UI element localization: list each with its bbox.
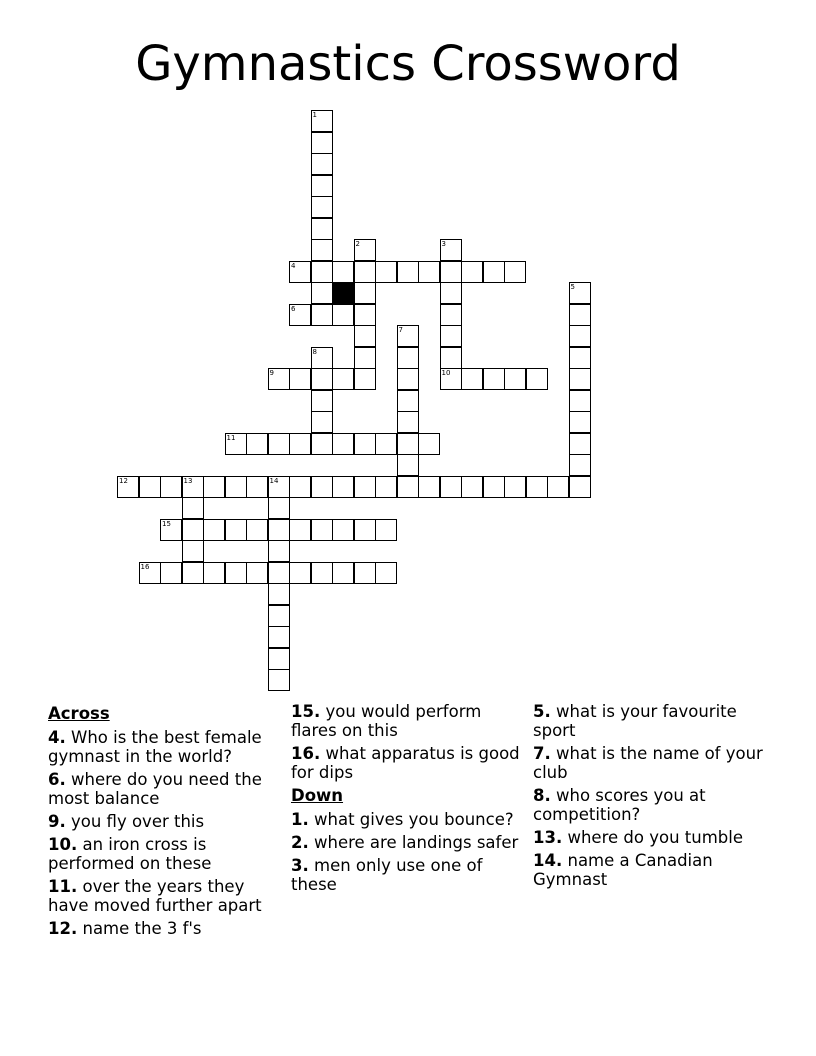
crossword-cell[interactable] bbox=[311, 433, 333, 455]
clue-across-10: 10. an iron cross is performed on these bbox=[48, 835, 212, 873]
crossword-cell[interactable] bbox=[547, 476, 569, 498]
cell-number: 15 bbox=[162, 519, 171, 528]
crossword-cell[interactable] bbox=[440, 304, 462, 326]
crossword-cell[interactable] bbox=[160, 562, 182, 584]
crossword-cell[interactable] bbox=[569, 368, 591, 390]
crossword-cell[interactable] bbox=[203, 562, 225, 584]
cell-number: 4 bbox=[291, 261, 296, 270]
crossword-cell[interactable] bbox=[483, 476, 505, 498]
crossword-cell[interactable] bbox=[354, 325, 376, 347]
crossword-cell[interactable] bbox=[311, 476, 333, 498]
crossword-cell[interactable] bbox=[268, 669, 290, 691]
crossword-cell[interactable] bbox=[332, 476, 354, 498]
crossword-cell[interactable] bbox=[311, 304, 333, 326]
cell-number: 8 bbox=[312, 347, 317, 356]
crossword-cell[interactable] bbox=[397, 454, 419, 476]
crossword-cell[interactable] bbox=[311, 153, 333, 175]
cell-number: 11 bbox=[226, 433, 236, 442]
crossword-cell[interactable] bbox=[289, 433, 311, 455]
crossword-cell[interactable] bbox=[246, 562, 268, 584]
crossword-cell[interactable] bbox=[418, 261, 440, 283]
cell-number: 16 bbox=[140, 562, 150, 571]
cell-number: 5 bbox=[570, 283, 575, 291]
crossword-cell[interactable] bbox=[569, 454, 591, 476]
down-heading: Down bbox=[291, 786, 344, 805]
crossword-cell[interactable] bbox=[203, 519, 225, 541]
crossword-cell[interactable] bbox=[504, 261, 526, 283]
crossword-cell[interactable] bbox=[397, 347, 419, 369]
clue-across-16: 16. what apparatus is good for dips bbox=[291, 744, 520, 782]
clues-column-3 bbox=[533, 702, 768, 893]
crossword-cell[interactable] bbox=[225, 562, 247, 584]
across-heading: Across bbox=[48, 704, 110, 723]
crossword-cell[interactable] bbox=[311, 261, 333, 283]
crossword-cell[interactable] bbox=[397, 390, 419, 412]
crossword-cell[interactable] bbox=[268, 583, 290, 605]
crossword-cell[interactable] bbox=[268, 626, 290, 648]
crossword-cell[interactable] bbox=[354, 519, 376, 541]
crossword-cell[interactable] bbox=[311, 175, 333, 197]
crossword-cell[interactable] bbox=[246, 433, 268, 455]
crossword-cell[interactable] bbox=[526, 368, 548, 390]
crossword-cell[interactable] bbox=[268, 540, 290, 562]
crossword-cell[interactable] bbox=[332, 261, 354, 283]
crossword-cell[interactable] bbox=[375, 433, 397, 455]
crossword-cell[interactable] bbox=[397, 476, 419, 498]
crossword-cell[interactable] bbox=[332, 433, 354, 455]
cell-number: 10 bbox=[441, 369, 451, 377]
clue-down-2: 2. where are landings safer bbox=[291, 833, 519, 852]
crossword-cell[interactable] bbox=[311, 411, 333, 433]
clue-down-8: 8. who scores you at competition? bbox=[533, 786, 706, 824]
cell-number: 1 bbox=[312, 111, 317, 119]
crossword-cell[interactable] bbox=[569, 325, 591, 347]
crossword-cell[interactable] bbox=[311, 218, 333, 240]
cell-number: 7 bbox=[398, 326, 403, 334]
crossword-cell[interactable] bbox=[332, 304, 354, 326]
crossword-cell[interactable] bbox=[311, 132, 333, 154]
crossword-cell[interactable] bbox=[375, 519, 397, 541]
clue-across-4: 4. Who is the best female gymnast in the world? bbox=[48, 728, 262, 766]
crossword-cell[interactable] bbox=[440, 325, 462, 347]
crossword-cell[interactable] bbox=[332, 519, 354, 541]
crossword-cell[interactable] bbox=[246, 476, 268, 498]
clue-down-1: 1. what gives you bounce? bbox=[291, 810, 514, 829]
clue-down-7: 7. what is the name of your club bbox=[533, 744, 763, 782]
crossword-cell[interactable] bbox=[268, 562, 290, 584]
crossword-cell[interactable] bbox=[397, 368, 419, 390]
crossword-cell[interactable] bbox=[375, 476, 397, 498]
cell-number: 12 bbox=[119, 476, 128, 485]
crossword-cell[interactable] bbox=[268, 497, 290, 519]
cell-number: 9 bbox=[269, 369, 274, 377]
crossword-cell[interactable] bbox=[569, 433, 591, 455]
crossword-cell[interactable] bbox=[483, 261, 505, 283]
crossword-cell[interactable] bbox=[225, 519, 247, 541]
cell-number: 3 bbox=[441, 240, 446, 248]
crossword-cell[interactable] bbox=[354, 347, 376, 369]
crossword-cell[interactable] bbox=[440, 282, 462, 304]
crossword-cell[interactable] bbox=[289, 368, 311, 390]
crossword-cell[interactable] bbox=[354, 368, 376, 390]
crossword-cell[interactable] bbox=[332, 562, 354, 584]
crossword-cell[interactable] bbox=[569, 411, 591, 433]
crossword-cell[interactable] bbox=[311, 390, 333, 412]
clue-across-11: 11. over the years they have moved further apart bbox=[48, 877, 262, 915]
crossword-cell[interactable] bbox=[569, 347, 591, 369]
crossword-cell[interactable] bbox=[375, 261, 397, 283]
crossword-cell[interactable] bbox=[569, 390, 591, 412]
crossword-cell[interactable] bbox=[225, 476, 247, 498]
crossword-cell[interactable] bbox=[397, 411, 419, 433]
crossword-cell[interactable] bbox=[182, 519, 204, 541]
crossword-cell[interactable] bbox=[246, 519, 268, 541]
crossword-cell[interactable] bbox=[569, 304, 591, 326]
clue-down-14: 14. name a Canadian Gymnast bbox=[533, 851, 713, 889]
crossword-cell[interactable] bbox=[311, 562, 333, 584]
crossword-cell[interactable] bbox=[354, 433, 376, 455]
crossword-cell[interactable] bbox=[354, 562, 376, 584]
crossword-cell[interactable] bbox=[268, 648, 290, 670]
crossword-cell[interactable] bbox=[311, 368, 333, 390]
crossword-cell[interactable] bbox=[354, 261, 376, 283]
clue-across-12: 12. name the 3 f's bbox=[48, 919, 202, 938]
crossword-cell[interactable] bbox=[569, 476, 591, 498]
crossword-cell[interactable] bbox=[461, 476, 483, 498]
crossword-cell[interactable] bbox=[289, 562, 311, 584]
crossword-cell[interactable] bbox=[397, 433, 419, 455]
crossword-cell[interactable] bbox=[332, 368, 354, 390]
crossword-cell[interactable] bbox=[418, 476, 440, 498]
crossword-cell[interactable] bbox=[440, 476, 462, 498]
crossword-cell[interactable] bbox=[160, 476, 182, 498]
crossword-cell[interactable] bbox=[526, 476, 548, 498]
crossword-cell[interactable] bbox=[354, 476, 376, 498]
crossword-cell[interactable] bbox=[139, 476, 161, 498]
crossword-cell[interactable] bbox=[268, 433, 290, 455]
cell-number: 2 bbox=[355, 240, 360, 248]
clue-across-6: 6. where do you need the most balance bbox=[48, 770, 262, 808]
crossword-cell[interactable] bbox=[504, 476, 526, 498]
crossword-cell[interactable] bbox=[311, 519, 333, 541]
crossword-cell[interactable] bbox=[182, 540, 204, 562]
crossword-cell[interactable] bbox=[483, 368, 505, 390]
crossword-cell[interactable] bbox=[440, 347, 462, 369]
crossword-cell[interactable] bbox=[354, 282, 376, 304]
clues-column-1 bbox=[48, 702, 283, 942]
crossword-cell[interactable] bbox=[268, 605, 290, 627]
crossword-cell[interactable] bbox=[311, 196, 333, 218]
crossword-cell[interactable] bbox=[418, 433, 440, 455]
crossword-cell[interactable] bbox=[375, 562, 397, 584]
page-title: Gymnastics Crossword bbox=[135, 36, 681, 92]
crossword-cell[interactable] bbox=[354, 304, 376, 326]
crossword-cell[interactable] bbox=[182, 562, 204, 584]
crossword-cell[interactable] bbox=[268, 519, 290, 541]
crossword-black-cell bbox=[332, 282, 354, 304]
crossword-cell[interactable] bbox=[289, 519, 311, 541]
crossword-cell[interactable] bbox=[397, 261, 419, 283]
clues-column-2 bbox=[291, 702, 526, 898]
cell-number: 6 bbox=[291, 304, 296, 313]
crossword-cell[interactable] bbox=[311, 239, 333, 261]
clue-down-5: 5. what is your favourite sport bbox=[533, 702, 737, 740]
crossword-cell[interactable] bbox=[440, 261, 462, 283]
clue-down-13: 13. where do you tumble bbox=[533, 828, 743, 847]
crossword-cell[interactable] bbox=[203, 476, 225, 498]
cell-number: 13 bbox=[183, 476, 193, 485]
cell-number: 14 bbox=[269, 476, 279, 485]
crossword-cell[interactable] bbox=[461, 368, 483, 390]
crossword-cell[interactable] bbox=[504, 368, 526, 390]
clue-across-9: 9. you fly over this bbox=[48, 812, 205, 831]
crossword-cell[interactable] bbox=[289, 476, 311, 498]
crossword-cell[interactable] bbox=[311, 282, 333, 304]
crossword-cell[interactable] bbox=[182, 497, 204, 519]
clue-across-15: 15. you would perform flares on this bbox=[291, 702, 482, 740]
clue-down-3: 3. men only use one of these bbox=[291, 856, 483, 894]
crossword-cell[interactable] bbox=[461, 261, 483, 283]
